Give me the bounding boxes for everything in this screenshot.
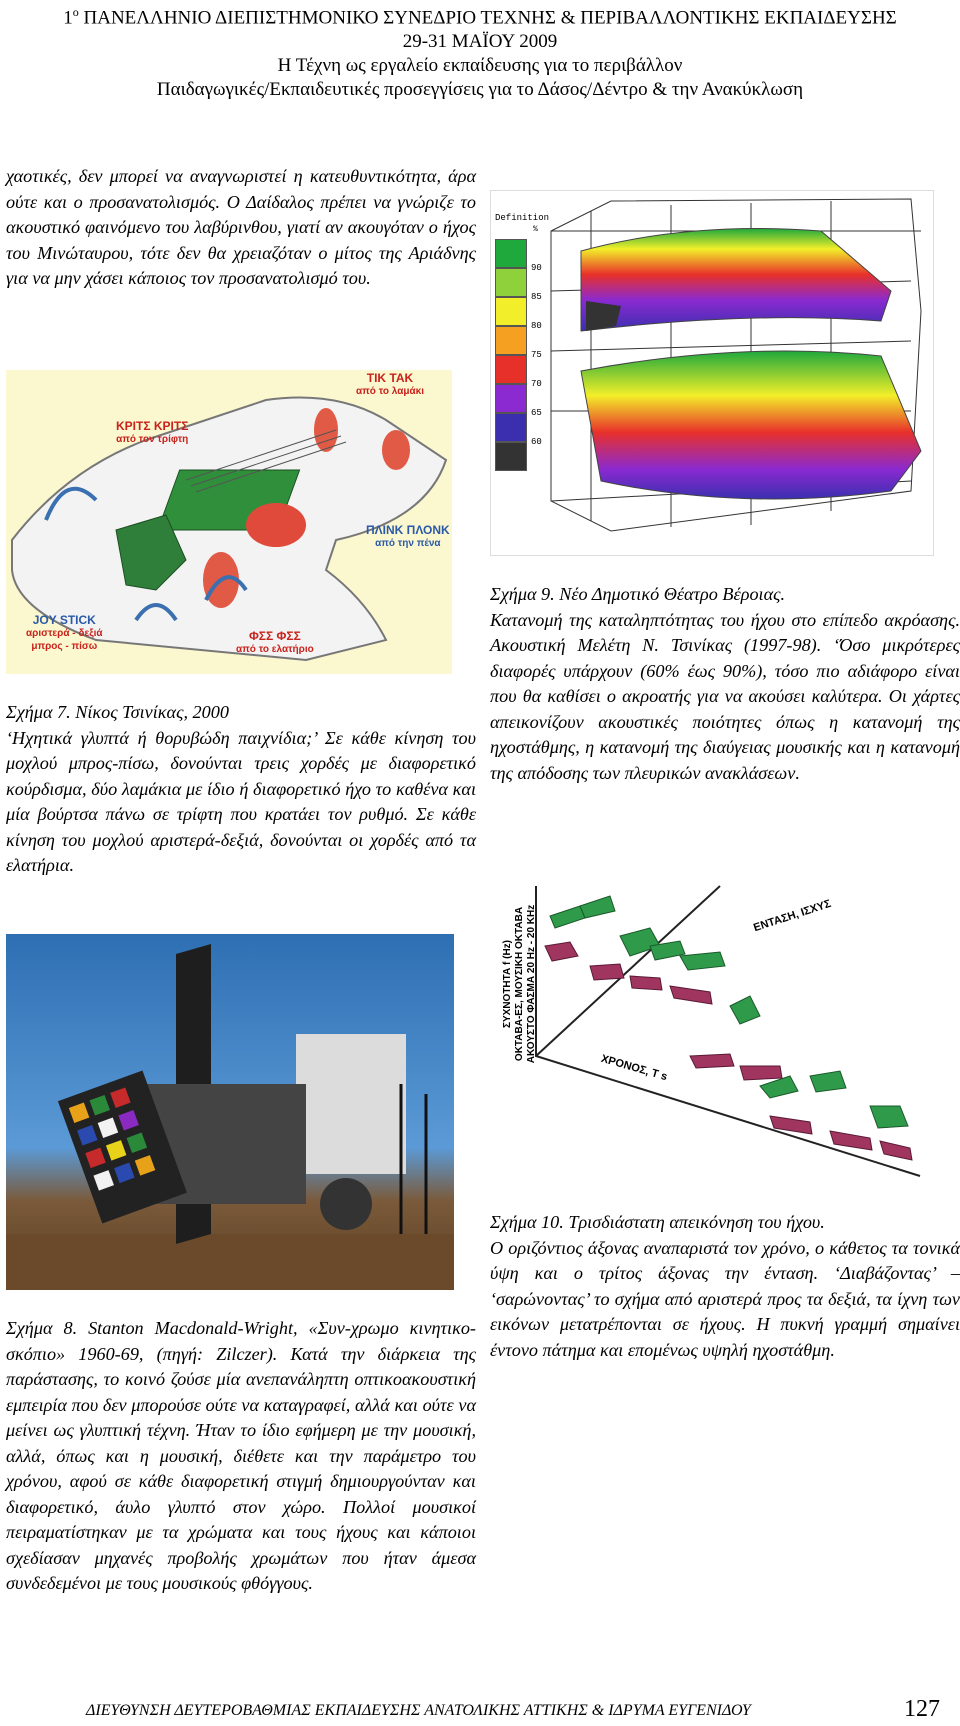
label-krits — [116, 420, 188, 446]
legend-tick: 70 — [531, 379, 542, 389]
footer-institution: ΔΙΕΥΘΥΝΣΗ ΔΕΥΤΕΡΟΒΑΘΜΙΑΣ ΕΚΠΑΙΔΕΥΣΗΣ ΑΝΑΤΟΛΙΚΗΣ ΑΤΤΙΚΗΣ & ΙΔΡΥΜΑ ΕΥΓΕΝΙΔΟΥ — [86, 1702, 751, 1719]
label-krits-sub: από τον τρίφτη — [116, 434, 189, 445]
magenta-traces — [545, 942, 912, 1160]
legend-swatch — [495, 268, 527, 297]
legend-swatch — [495, 442, 527, 471]
figure-9-caption-label: Σχήμα 9. Νέο Δημοτικό Θέατρο Βέροιας. — [490, 584, 786, 604]
legend-tick: 90 — [531, 263, 542, 273]
page-footer — [0, 1696, 960, 1726]
conference-number-superscript: ο — [72, 5, 79, 19]
conference-dates: 29-31 ΜΑΪΟΥ 2009 — [402, 31, 558, 53]
figure-8-photo — [6, 934, 454, 1290]
z-axis-label-intensity: ΕΝΤΑΣΗ, ΙΣΧΥΣ — [752, 897, 833, 935]
legend-tick: 60 — [531, 437, 542, 447]
red-drum — [246, 503, 306, 547]
green-traces — [550, 896, 908, 1128]
legend-ticks — [531, 239, 551, 447]
figure-9-acoustic-map — [490, 190, 934, 556]
figure-10-caption — [490, 1210, 960, 1363]
legend-unit: % — [533, 225, 538, 234]
figure-10-3d-sound — [490, 866, 932, 1182]
figure-7-caption-text: ‘Ηχητικά γλυπτά ή θορυβώδη παιχνίδια;’ Σε κάθε κίνηση του μοχλού μπρος-πίσω, δονούνται τρεις χορδές με διαφορετικό κούρδισμα, δύο λαμάκια με ίδιο ή διαφορετικό ήχο το καθένα και μία βούρτσα πάνω σε τρίφτη που κρατάει τον ρυθμό. Σε κάθε κίνηση του μοχλού αριστερά-δεξιά, δονούνται οι χορδές από τα ελατήρια. — [6, 727, 476, 875]
legend-swatch — [495, 355, 527, 384]
label-krits-title: ΚΡΙΤΣ ΚΡΙΤΣ — [116, 419, 189, 433]
x-axis-label-time: ΧΡΟΝΟΣ, T s — [599, 1052, 669, 1084]
figure-8-caption-text: Σχήμα 8. Stanton Macdonald-Wright, «Συν-χρωμο κινητικο-σκόπιο» 1960-69, (πηγή: Zilczer). Κατά την διάρκεια της παράστασης, το κοινό ζούσε μία ανεπανάληπτη οπτικοακουστική εμπειρία που δεν μπορούσε ούτε να καταγραφεί, αλλά και ούτε να μείνει ως γλυπτική τέχνη. Ήταν το ίδιο εφήμερη με την μουσική, αλλά, όπως και η μουσική, διέθετε και την παράμετρο του χρόνου, αφού σε κάθε διαφορετική στιγμή δημιουργούνταν και διαφορετικό, άυλο γλυπτό στον χώρο. Πολλοί μουσικοί πειραματίστηκαν με τα χρώματα και τους ήχους και κάποιοι σχεδίασαν μηχανές προβολής χρωμάτων που ήταν άμεσα συνδεδεμένοι με τους μουσικούς φθόγγους. — [6, 1318, 476, 1593]
label-tik-title: ΤΙΚ ΤΑΚ — [366, 371, 414, 385]
label-tik-sub: από το λαμάκι — [356, 386, 424, 397]
figure-10-caption-label: Σχήμα 10. Τρισδιάστατη απεικόνηση του ήχου. — [490, 1212, 825, 1232]
figure-10-caption-text: Ο οριζόντιος άξονας αναπαριστά τον χρόνο, ο κάθετος τα τονικά ύψη και ο τρίτος άξονας την ένταση. ‘Διαβάζοντας’ – ‘σαρώνοντας’ το σχήμα από αριστερά προς τα δεξιά, τα ίχνη των εικόνων μετατρέπονται σε ήχους. Η πυκνή γραμμή σημαίνει έντονο πάτημα και επομένως υψηλή ηχοστάθμη. — [490, 1237, 960, 1360]
label-plink — [366, 524, 450, 550]
figure-7-caption — [6, 700, 476, 879]
wheel — [320, 1178, 372, 1230]
y-axis-label-spectrum: ΑΚΟΥΣΤΟ ΦΑΣΜΑ 20 Hz - 20 KHz — [526, 904, 537, 1064]
label-tik — [356, 372, 424, 398]
legend-swatch — [495, 384, 527, 413]
label-fss — [236, 630, 314, 656]
figure-8-drawing — [6, 934, 454, 1290]
legend-swatches — [495, 239, 527, 471]
figure-9-drawing — [491, 191, 933, 555]
figure-10-drawing — [490, 866, 932, 1182]
label-plink-title: ΠΛΙΝΚ ΠΛΟΝΚ — [366, 523, 450, 537]
label-joystick-sub2: μπρος - πίσω — [31, 641, 98, 652]
page-header — [0, 0, 960, 102]
intro-text: χαοτικές, δεν μπορεί να αναγνωριστεί η κατευθυντικότητα, άρα ούτε και ο προσανατολισμός. Ο Δαίδαλος πρέπει να γνώριζε το ακουστικό φαινόμενο του λαβύρινθου, γιατί αν ακουγόταν ο ήχος του Μινώταυρου, τότε δεν θα χρειαζόταν ο μίτος της Αριάδνης για να μην χάσει κάποιος τον προσανατολισμό του. — [6, 166, 476, 288]
label-fss-sub: από το ελατήριο — [236, 644, 314, 655]
y-axis-label-octave: ΟΚΤΑΒΑ-ΕΣ, ΜΟΥΣΙΚΗ ΟΚΤΑΒΑ — [514, 906, 525, 1062]
figure-9-legend — [495, 213, 550, 463]
conference-title — [0, 0, 960, 30]
y-axis-labels — [502, 884, 538, 1084]
label-joystick-sub1: αριστερά - δεξιά — [26, 628, 103, 639]
conference-number: 1 — [63, 7, 73, 29]
legend-tick: 85 — [531, 292, 542, 302]
page-number: 127 — [904, 1696, 940, 1722]
figure-7-caption-label: Σχήμα 7. Νίκος Τσινίκας, 2000 — [6, 702, 229, 722]
label-fss-title: ΦΣΣ ΦΣΣ — [248, 629, 301, 643]
label-joystick-title: JOY STICK — [32, 613, 96, 627]
conference-subtheme: Παιδαγωγικές/Εκπαιδευτικές προσεγγίσεις για το Δάσος/Δέντρο & την Ανακύκλωση — [156, 79, 804, 101]
legend-swatch — [495, 297, 527, 326]
white-box — [296, 1034, 406, 1174]
conference-theme: Η Τέχνη ως εργαλείο εκπαίδευσης για το περιβάλλον — [277, 55, 683, 77]
figure-9-caption — [490, 582, 960, 786]
legend-swatch — [495, 413, 527, 442]
legend-tick: 75 — [531, 350, 542, 360]
red-disc-right — [382, 430, 410, 470]
figure-8-caption — [6, 1316, 476, 1597]
y-axis-label-frequency: ΣΥΧΝΟΤΗΤΑ f (Hz) — [502, 939, 513, 1029]
figure-9-caption-text: Κατανομή της καταληπτότητας του ήχου στο επίπεδο ακρόασης. Ακουστική Μελέτη Ν. Τσινίκας (1997-98). ‘Όσο μικρότερες διαφορές υπάρχουν (60% έως 90%), τόσο πιο αδιάφορο είναι που θα καθίσει ο ακροατής για να ακούσει καλύτερα. Οι χάρτες απεικονίζουν ακουστικές ποιότητες όπως η κατανομή της ηχοστάθμης, η κατανομή της διαύγειας μουσικής και η κατανομή της απόδοσης των πλευρικών ανακλάσεων. — [490, 609, 960, 783]
label-joystick — [26, 614, 103, 653]
figure-7-sound-sculpture — [6, 370, 452, 674]
stalls-map — [581, 351, 921, 499]
axes — [536, 886, 920, 1176]
label-plink-sub: από την πένα — [375, 538, 441, 549]
table-surface — [6, 1234, 454, 1290]
legend-swatch — [495, 326, 527, 355]
legend-title: Definition — [495, 213, 550, 223]
legend-tick: 80 — [531, 321, 542, 331]
upper-balcony-map — [581, 229, 891, 332]
conference-name: ΠΑΝΕΛΛΗΝΙΟ ΔΙΕΠΙΣΤΗΜΟΝΙΚΟ ΣΥΝΕΔΡΙΟ ΤΕΧΝΗΣ & ΠΕΡΙΒΑΛΛΟΝΤΙΚΗΣ ΕΚΠΑΙΔΕΥΣΗΣ — [83, 7, 897, 29]
legend-tick: 65 — [531, 408, 542, 418]
intro-paragraph — [6, 164, 476, 292]
legend-swatch — [495, 239, 527, 268]
